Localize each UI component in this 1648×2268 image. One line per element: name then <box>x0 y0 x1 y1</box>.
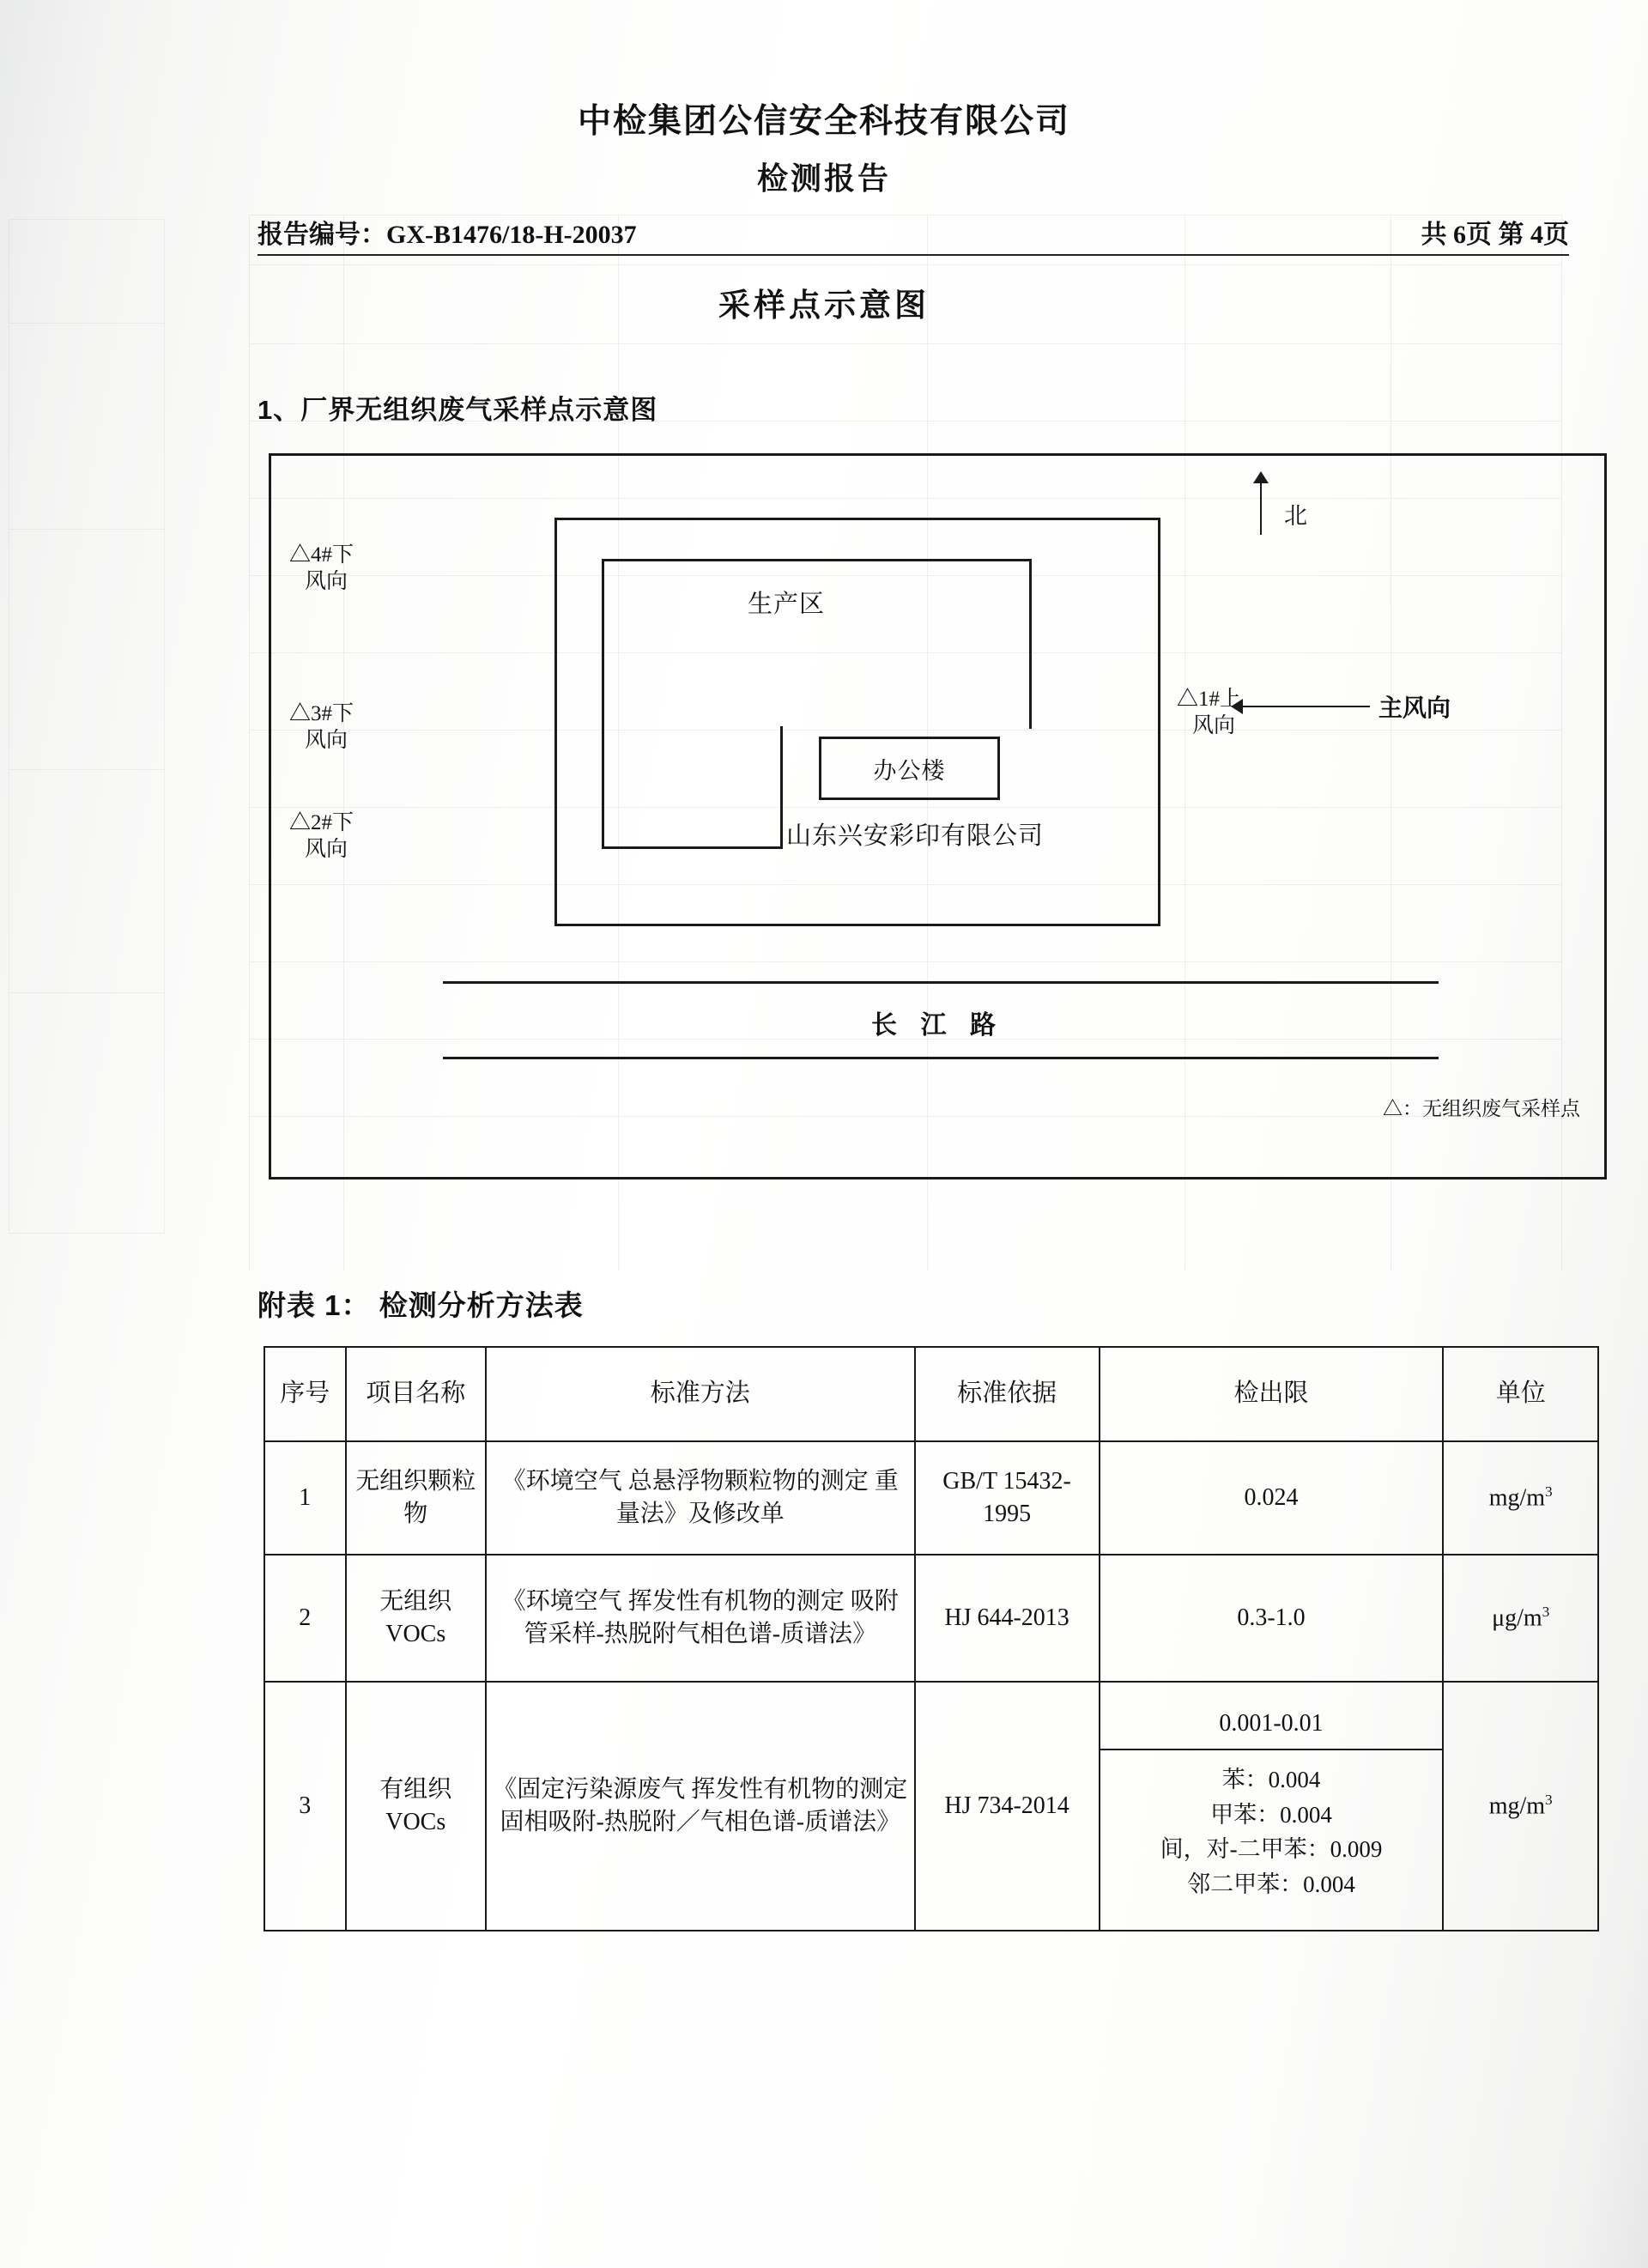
report-number <box>258 213 637 251</box>
report-meta-row <box>258 213 1569 256</box>
office-building-label: 办公楼 <box>819 737 1000 800</box>
column-header-method: 标准方法 <box>486 1347 915 1441</box>
row3-item: 有组织VOCs <box>346 1682 486 1931</box>
analysis-method-table <box>264 1346 1599 1931</box>
table-row <box>264 1555 1598 1682</box>
row2-unit-text: μg/m <box>1492 1604 1542 1632</box>
row3-unit <box>1443 1682 1598 1931</box>
row2-limit: 0.3-1.0 <box>1100 1555 1444 1682</box>
row1-unit-text: mg/m <box>1488 1484 1546 1512</box>
report-number-label: 报告编号： <box>258 221 386 249</box>
table-row <box>264 1682 1598 1931</box>
wind-direction-arrow-icon <box>1241 706 1370 707</box>
north-label: 北 <box>1284 503 1307 529</box>
sampling-point-2 <box>289 810 354 864</box>
row3-unit-sup: 3 <box>1545 1791 1553 1808</box>
column-header-no: 序号 <box>264 1347 346 1441</box>
document-type-title: 检测报告 <box>756 161 891 196</box>
sampling-point-2-line2: 风向 <box>305 838 348 862</box>
row1-limit: 0.024 <box>1100 1441 1444 1555</box>
row1-unit <box>1443 1441 1598 1555</box>
row3-limit-top: 0.001-0.01 <box>1100 1699 1443 1750</box>
sampling-point-1-line1: △1#上 <box>1177 688 1242 711</box>
company-label-in-diagram: 山东兴安彩印有限公司 <box>786 822 1045 850</box>
sampling-point-3 <box>289 700 354 755</box>
row3-limit-mp-xylene: 间，对-二甲苯：0.009 <box>1160 1836 1383 1862</box>
page-title: 采样点示意图 <box>718 288 930 323</box>
row1-no: 1 <box>264 1441 346 1555</box>
row3-limit-o-xylene: 邻二甲苯：0.004 <box>1187 1871 1355 1897</box>
column-header-standard: 标准依据 <box>915 1347 1100 1441</box>
row2-item: 无组织VOCs <box>346 1555 486 1682</box>
company-name: 中检集团公信安全科技有限公司 <box>577 103 1070 140</box>
row3-unit-text: mg/m <box>1488 1792 1546 1820</box>
row3-limit-benzene: 苯：0.004 <box>1221 1767 1321 1792</box>
sampling-point-diagram <box>269 453 1607 1179</box>
report-number-value: GX-B1476/18-H-20037 <box>386 221 637 249</box>
row2-no: 2 <box>264 1555 346 1682</box>
row2-unit-sup: 3 <box>1542 1603 1550 1620</box>
sampling-point-1-line2: 风向 <box>1192 714 1236 738</box>
row2-standard: HJ 644-2013 <box>915 1555 1100 1682</box>
sampling-point-3-line2: 风向 <box>305 729 348 753</box>
table-row <box>264 1441 1598 1555</box>
row3-method: 《固定污染源废气 挥发性有机物的测定 固相吸附-热脱附／气相色谱-质谱法》 <box>486 1682 915 1931</box>
row1-item: 无组织颗粒物 <box>346 1441 486 1555</box>
sampling-point-2-line1: △2#下 <box>289 811 354 834</box>
column-header-unit: 单位 <box>1443 1347 1598 1441</box>
row1-standard: GB/T 15432-1995 <box>915 1441 1100 1555</box>
row3-limit-detail <box>1100 1750 1443 1913</box>
sampling-point-3-line1: △3#下 <box>289 702 354 725</box>
row1-unit-sup: 3 <box>1545 1483 1553 1500</box>
road-edge-bottom <box>443 1057 1439 1059</box>
road-edge-top <box>443 981 1439 984</box>
row1-method: 《环境空气 总悬浮物颗粒物的测定 重量法》及修改单 <box>486 1441 915 1555</box>
row3-no: 3 <box>264 1682 346 1931</box>
north-arrow-icon <box>1260 482 1262 535</box>
section-1-title: 1、厂界无组织废气采样点示意图 <box>258 395 658 425</box>
sampling-point-4-line1: △4#下 <box>289 543 354 567</box>
page-number: 共 6页 第 4页 <box>1421 221 1569 249</box>
column-header-item: 项目名称 <box>346 1347 486 1441</box>
row3-standard: HJ 734-2014 <box>915 1682 1100 1931</box>
section-2-title: 附表 1： 检测分析方法表 <box>258 1289 584 1321</box>
table-header-row <box>264 1347 1598 1441</box>
row2-unit <box>1443 1555 1598 1682</box>
production-zone-shape-lower <box>602 726 783 849</box>
diagram-legend: △：无组织废气采样点 <box>1383 1098 1580 1119</box>
row3-limit <box>1100 1682 1444 1931</box>
row3-limit-toluene: 甲苯：0.004 <box>1210 1801 1332 1828</box>
road-label: 长 江 路 <box>871 1011 1004 1040</box>
sampling-point-4-line2: 风向 <box>305 570 348 594</box>
column-header-limit: 检出限 <box>1100 1347 1444 1441</box>
main-wind-direction-label: 主风向 <box>1378 695 1451 722</box>
sampling-point-4 <box>289 542 354 596</box>
row2-method: 《环境空气 挥发性有机物的测定 吸附管采样-热脱附气相色谱-质谱法》 <box>486 1555 915 1682</box>
production-area-label: 生产区 <box>748 591 826 618</box>
